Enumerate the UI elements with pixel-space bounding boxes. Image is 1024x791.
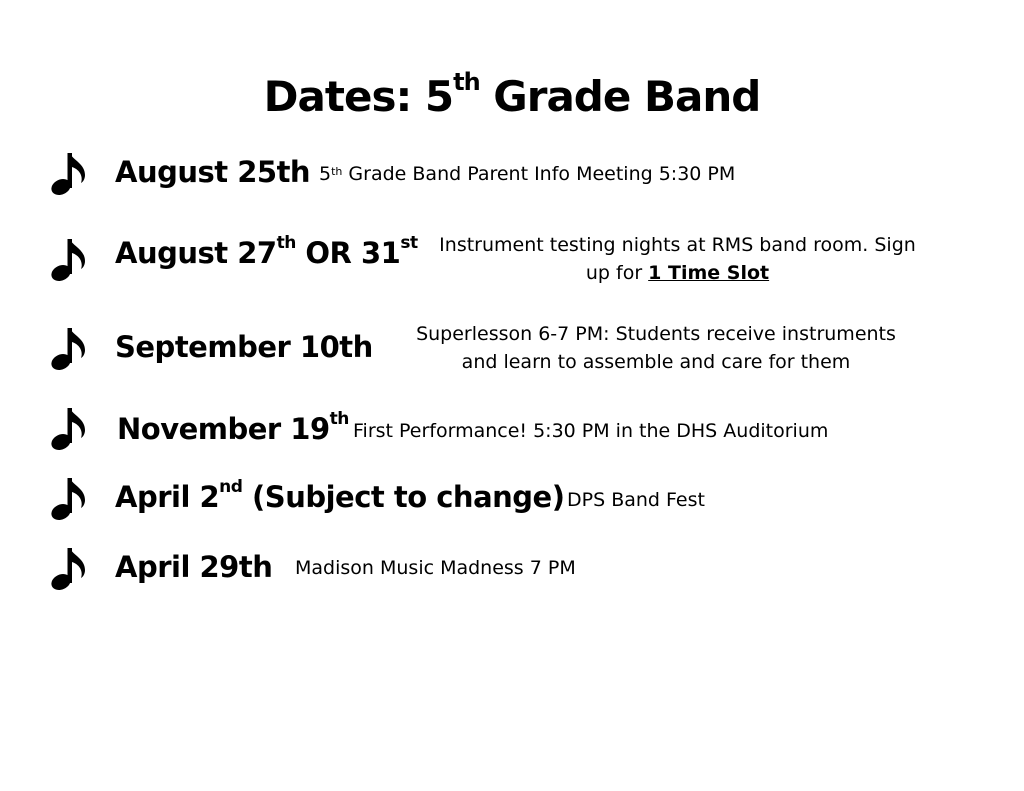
event-date: April 2nd (Subject to change)	[115, 477, 565, 514]
event-description: Superlesson 6-7 PM: Students receive instruments and learn to assemble and care for them	[416, 323, 896, 373]
eighth-note-icon	[50, 150, 90, 196]
event-description: First Performance! 5:30 PM in the DHS Auditorium	[353, 420, 829, 442]
page-title: Dates: 5th Grade Band	[263, 68, 761, 121]
event-description: Instrument testing nights at RMS band room. Sign up for 1 Time Slot	[439, 234, 916, 284]
eighth-note-icon	[50, 236, 90, 282]
eighth-note-icon	[50, 405, 90, 451]
event-description: DPS Band Fest	[567, 489, 705, 511]
event-description: 5th Grade Band Parent Info Meeting 5:30 PM	[319, 163, 736, 185]
event-date: November 19th	[117, 409, 349, 446]
event-description: Madison Music Madness 7 PM	[295, 557, 576, 579]
event-date: September 10th	[115, 330, 373, 364]
event-date: August 25th	[115, 155, 311, 189]
eighth-note-icon	[50, 545, 90, 591]
event-date: August 27th OR 31st	[115, 233, 418, 270]
eighth-note-icon	[50, 475, 90, 521]
event-date: April 29th	[115, 550, 273, 584]
eighth-note-icon	[50, 325, 90, 371]
